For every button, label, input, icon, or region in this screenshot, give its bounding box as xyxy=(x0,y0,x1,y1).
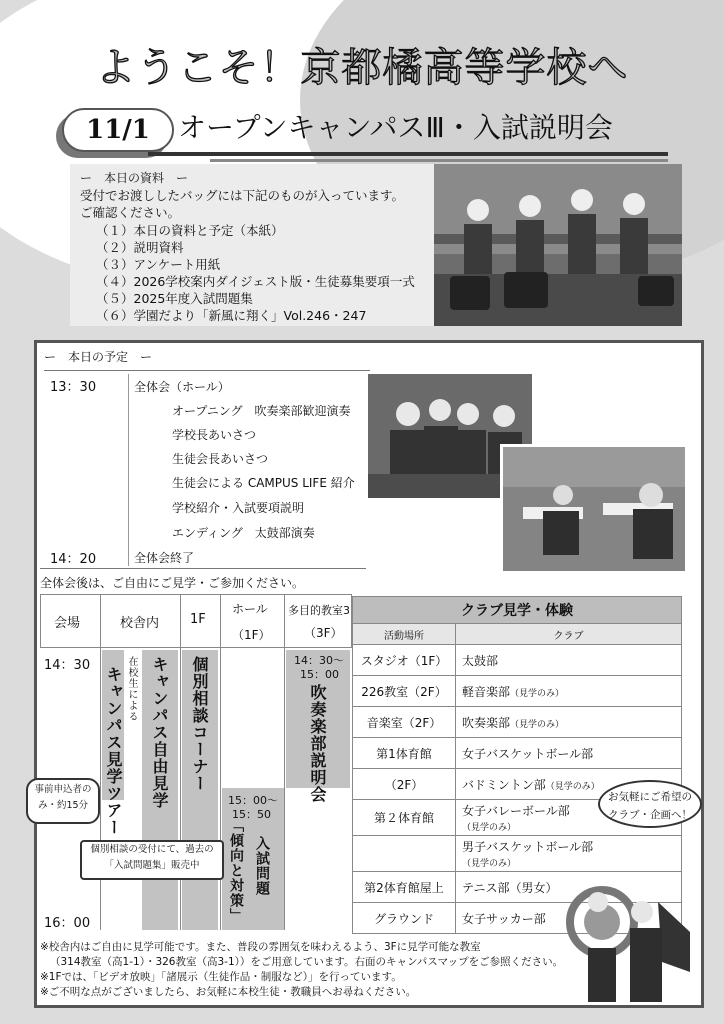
table-row xyxy=(353,676,682,707)
date-badge: 11/1 xyxy=(62,108,174,152)
divider xyxy=(210,159,668,162)
schedule-item: 生徒会長あいさつ xyxy=(172,452,269,466)
club-place: 第２体育館 xyxy=(353,800,456,836)
band-photo-graphic xyxy=(562,862,692,1002)
tour-label: キャンパス見学ツアー xyxy=(104,666,123,836)
schedule-heading: ー 本日の予定 ー xyxy=(44,350,153,364)
schedule-start-label: 全体会（ホール） xyxy=(134,380,230,394)
tour-note: 在校生による xyxy=(126,656,137,722)
club-title: クラブ見学・体験 xyxy=(353,597,682,624)
footnotes xyxy=(40,940,563,1000)
club-col-club: クラブ xyxy=(456,624,682,645)
grid-header-hall: ホール xyxy=(232,602,268,616)
band-photo xyxy=(562,862,692,1002)
materials-item: （１）本日の資料と予定（本紙） xyxy=(96,223,284,238)
divider xyxy=(284,594,285,930)
students-photo xyxy=(434,164,682,326)
materials-item: （３）アンケート用紙 xyxy=(96,257,221,272)
club-place: （2F） xyxy=(353,769,456,800)
club-place: 音楽室（2F） xyxy=(353,707,456,738)
schedule-end-time: 14：20 xyxy=(50,552,97,567)
club-place: スタジオ（1F） xyxy=(353,645,456,676)
grid-header-multi-sub: （3F） xyxy=(304,626,343,640)
page-title: ようこそ！京都橘高等学校へ xyxy=(95,45,629,91)
footnote: ※校舎内はご自由に見学可能です。また、普段の雰囲気を味わえるよう、3Fに見学可能な教室 xyxy=(40,941,481,953)
consult-note xyxy=(80,840,224,880)
materials-heading: ー 本日の資料 ー xyxy=(80,171,189,185)
classroom-photo-graphic xyxy=(503,447,685,571)
club-name: 吹奏楽部（見学のみ） xyxy=(456,707,682,738)
grid-header-multi: 多目的教室3 xyxy=(288,604,350,617)
brass-label: 吹奏楽部説明会 xyxy=(308,684,327,803)
schedule-item: 生徒会による CAMPUS LIFE 紹介 xyxy=(172,476,355,490)
exam-time: 15：00〜 xyxy=(228,794,278,807)
divider xyxy=(40,568,366,569)
divider xyxy=(44,370,370,371)
materials-item: （４）2026学校案内ダイジェスト版・生徒募集要項一式 xyxy=(96,274,415,289)
materials-box xyxy=(70,164,434,326)
club-place: 第1体育館 xyxy=(353,738,456,769)
grid-time-start: 14：30 xyxy=(44,658,91,673)
footnote: （314教室（高1-1）・326教室（高3-1））をご用意しています。右面のキャンパスマップをご参照ください。 xyxy=(50,956,564,968)
table-row xyxy=(353,707,682,738)
club-name: 女子バスケットボール部 xyxy=(456,738,682,769)
free-tour-label: キャンパス自由見学 xyxy=(150,656,169,809)
grid-header-venue: 会場 xyxy=(54,616,81,631)
club-name: 男子バスケットボール部 （見学のみ） xyxy=(456,836,682,872)
footnote: ※ご不明な点がございましたら、お気軽に本校生徒・教職員へお尋ねください。 xyxy=(40,986,417,998)
exam-time: 15：50 xyxy=(232,808,271,821)
club-place: グラウンド xyxy=(353,903,456,934)
schedule-end-label: 全体会終了 xyxy=(134,551,195,565)
schedule-item: 学校紹介・入試要項説明 xyxy=(172,501,305,515)
brass-time: 15：00 xyxy=(300,668,339,681)
club-name: バドミントン部（見学のみ） xyxy=(456,769,682,800)
schedule-item: 学校長あいさつ xyxy=(172,428,257,442)
grid-time-end: 16：00 xyxy=(44,916,91,931)
exam-label: 入試問題 xyxy=(254,836,270,896)
club-place xyxy=(353,836,456,872)
divider xyxy=(128,374,129,566)
club-name: 太鼓部 xyxy=(456,645,682,676)
club-place: 226教室（2F） xyxy=(353,676,456,707)
schedule-item: エンディング 太鼓部演奏 xyxy=(172,526,315,540)
club-name: 女子サッカー部 xyxy=(456,903,682,934)
grid-header-1f: 1F xyxy=(190,612,206,627)
materials-item: （６）学園だより「新風に翔く」Vol.246・247 xyxy=(96,308,367,323)
club-name: 女子バレーボール部 （見学のみ） xyxy=(456,800,682,836)
schedule-start-time: 13：30 xyxy=(50,380,97,395)
exam-trend: 「傾向と対策」 xyxy=(228,818,244,923)
classroom-photo xyxy=(500,444,688,574)
materials-item: （２）説明資料 xyxy=(96,240,184,255)
table-row xyxy=(353,645,682,676)
after-note: 全体会後は、ご自由にご見学・ご参加ください。 xyxy=(40,576,305,590)
students-photo-graphic xyxy=(434,164,682,326)
materials-item: （５）2025年度入試問題集 xyxy=(96,291,253,306)
consult-note-line: 個別相談の受付にて、過去の xyxy=(90,844,214,855)
grid-header-hall-sub: （1F） xyxy=(232,628,271,642)
reserve-note: 事前申込者のみ・約15分 xyxy=(26,778,100,824)
materials-intro: 受付でお渡ししたバッグには下記のものが入っています。 xyxy=(80,188,405,203)
club-col-place: 活動場所 xyxy=(353,624,456,645)
table-row xyxy=(353,738,682,769)
brass-time: 14：30〜 xyxy=(294,654,344,667)
grid-header-campus: 校舎内 xyxy=(120,616,160,631)
consult-note-line: 「入試問題集」販売中 xyxy=(104,860,200,871)
footnote: ※1Fでは、「ビデオ放映」「諸展示（生徒作品・制服など）」を行っています。 xyxy=(40,971,402,983)
event-subtitle: オープンキャンパスⅢ・入試説明会 xyxy=(178,111,613,144)
materials-intro: ご確認ください。 xyxy=(80,205,181,220)
divider xyxy=(148,152,668,156)
club-place: 第2体育館屋上 xyxy=(353,872,456,903)
club-name: テニス部（男女） xyxy=(456,872,682,903)
club-bubble: お気軽にご希望のクラブ・企画へ！ xyxy=(598,780,702,828)
consult-label: 個別相談コーナー xyxy=(190,656,209,792)
schedule-item: オープニング 吹奏楽部歓迎演奏 xyxy=(172,404,351,418)
club-name: 軽音楽部（見学のみ） xyxy=(456,676,682,707)
